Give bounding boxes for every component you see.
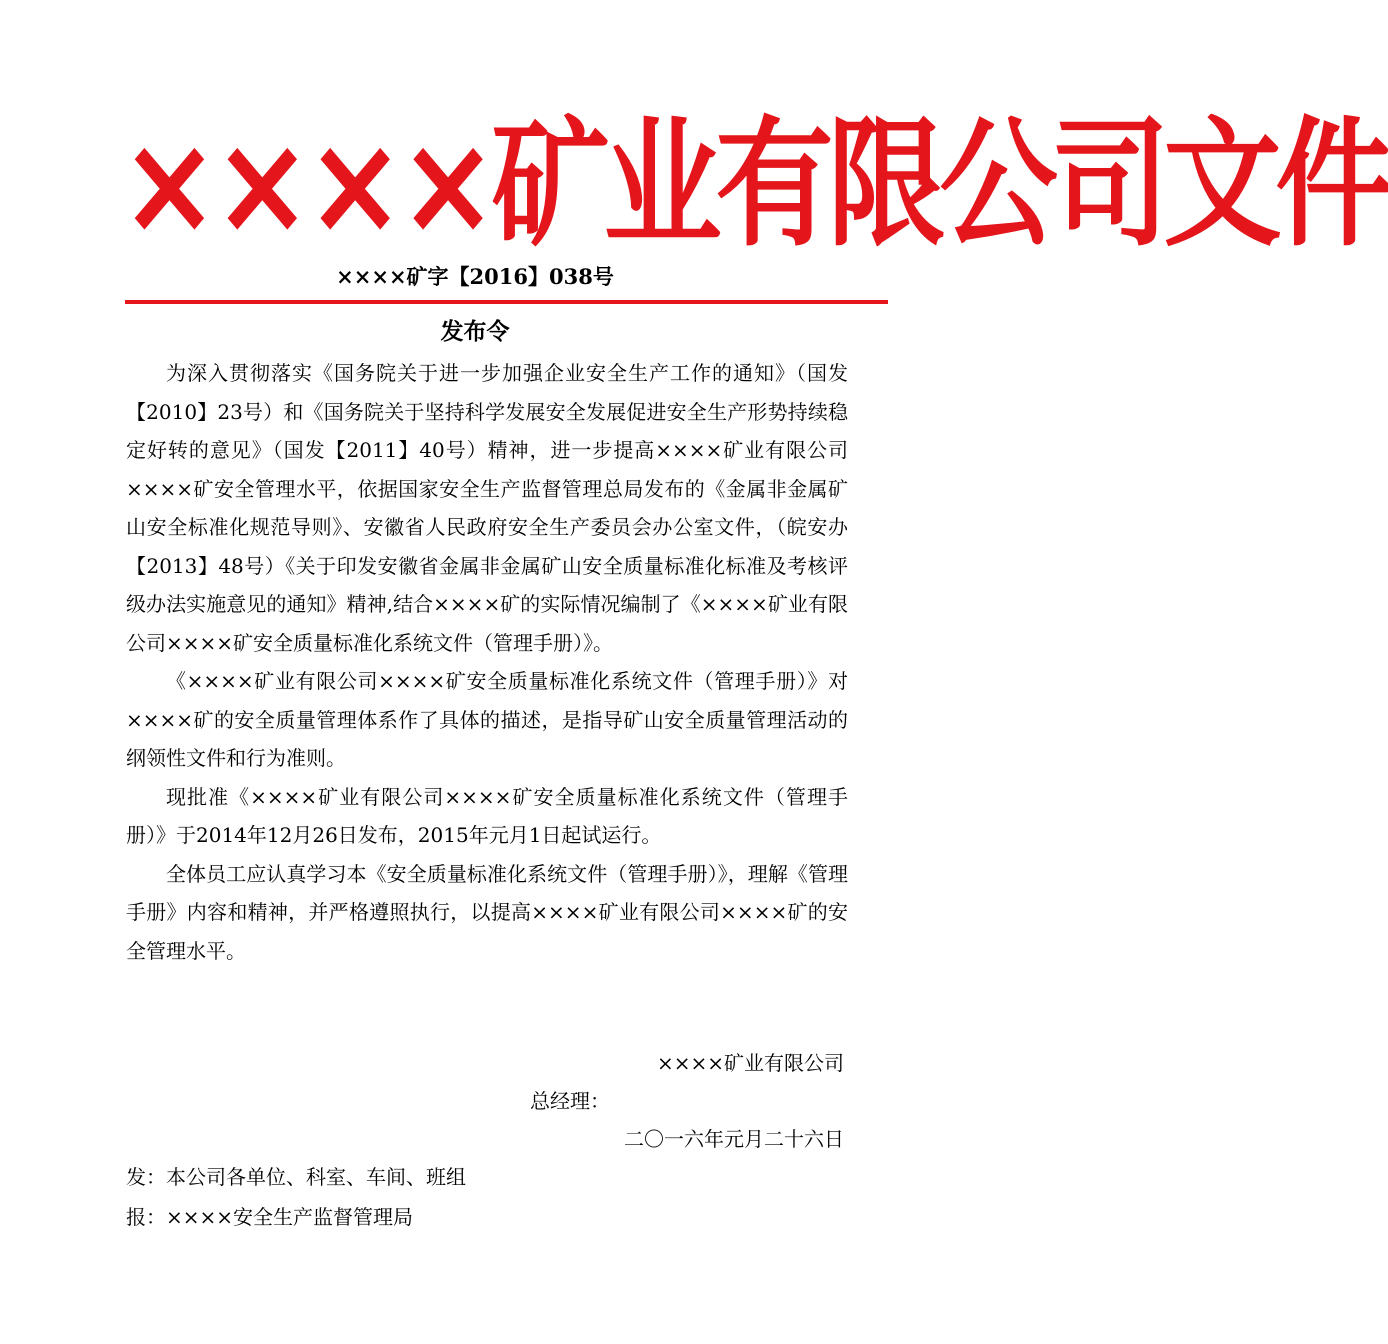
- distribution-report-to: 报：××××安全生产监督管理局: [126, 1205, 414, 1229]
- document-number: ××××矿字【2016】038号: [336, 264, 614, 289]
- main-title: 发布令: [440, 318, 510, 345]
- paragraph-4: 全体员工应认真学习本《安全质量标准化系统文件（管理手册）》，理解《管理手册》内容和精神，并严格遵照执行，以提高××××矿业有限公司××××矿的安全管理水平。: [126, 861, 848, 963]
- document-body: [126, 354, 848, 970]
- distribution-send-to: 发：本公司各单位、科室、车间、班组: [126, 1165, 466, 1189]
- signature-company: ××××矿业有限公司: [656, 1051, 844, 1075]
- paragraph-1: 为深入贯彻落实《国务院关于进一步加强企业安全生产工作的通知》（国发【2010】23号）和《国务院关于坚持科学发展安全发展促进安全生产形势持续稳定好转的意见》（国发【2011】40号）精神，进一步提高××××矿业有限公司××××矿安全管理水平，依据国家安全生产监督管理总局发布的《金属非金属矿山安全标准化规范导则》、安徽省人民政府安全生产委员会办公室文件，（皖安办【2013】48号）《关于印发安徽省金属非金属矿山安全质量标准化标准及考核评级办法实施意见的通知》精神,结合××××矿的实际情况编制了《××××矿业有限公司××××矿安全质量标准化系统文件（管理手册）》。: [126, 361, 848, 655]
- signature-date: 二〇一六年元月二十六日: [624, 1127, 844, 1151]
- paragraph-3: 现批准《××××矿业有限公司××××矿安全质量标准化系统文件（管理手册）》于2014年12月26日发布，2015年元月1日起试运行。: [126, 784, 848, 847]
- paragraph-2: 《××××矿业有限公司××××矿安全质量标准化系统文件（管理手册）》对××××矿的安全质量管理体系作了具体的描述，是指导矿山安全质量管理活动的纲领性文件和行为准则。: [126, 669, 848, 770]
- signature-manager-label: 总经理：: [530, 1089, 610, 1113]
- document-header-title: ××××矿业有限公司文件: [120, 102, 1388, 266]
- red-divider-line: [125, 300, 888, 304]
